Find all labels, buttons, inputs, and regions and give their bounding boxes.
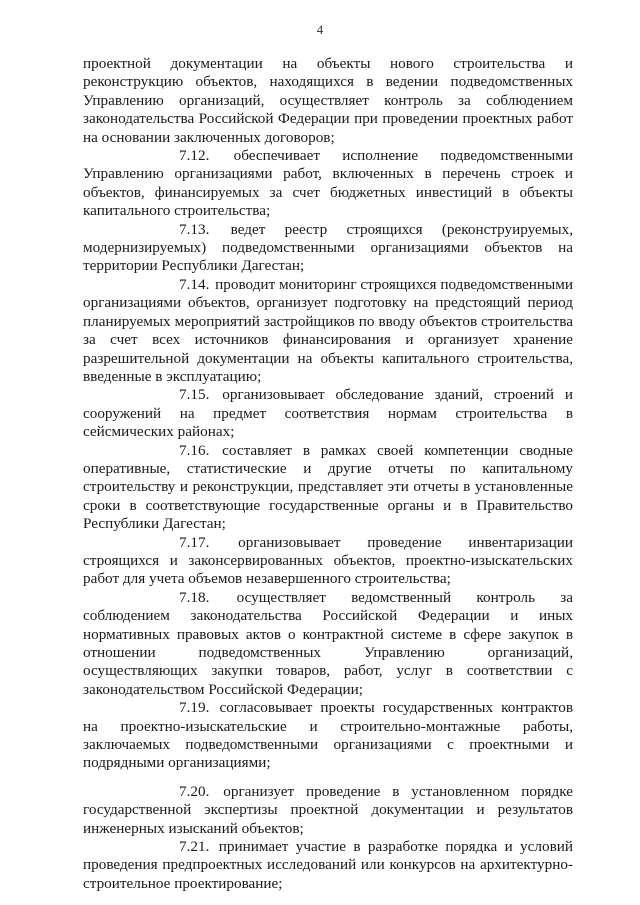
clause-number: 7.17. (179, 533, 210, 551)
clause-7-12 (83, 147, 573, 221)
clause-7-14 (83, 276, 573, 386)
page-number: 4 (316, 22, 324, 37)
clause-number: 7.13. (179, 220, 210, 238)
clause-number: 7.16. (179, 441, 210, 459)
clause-7-13 (83, 221, 573, 276)
clause-7-15 (83, 386, 573, 441)
clause-text: организовывает обследование зданий, строений и сооружений на предмет соответствия нормам строительства в сейсмических районах; (83, 386, 574, 441)
clause-number: 7.15. (179, 386, 210, 404)
clause-7-16 (83, 442, 573, 534)
clause-text: организовывает проведение инвентаризации строящихся и законсервированных объектов, проектно-изыскательских работ для учета объемов незавершенного строительства; (83, 533, 574, 588)
clause-number: 7.14. (179, 275, 210, 293)
document-body (83, 55, 573, 893)
clause-number: 7.18. (179, 588, 210, 606)
clause-7-21 (83, 838, 573, 893)
clause-7-20 (83, 783, 573, 838)
clause-7-18 (83, 589, 573, 699)
clause-text: организует проведение в установленном порядке государственной экспертизы проектной документации и результатов инженерных изысканий объектов; (83, 782, 574, 837)
clause-7-19 (83, 699, 573, 773)
paragraph-text: проектной документации на объекты нового строительства и реконструкцию объектов, находящихся в ведении подведомственных Управлению организаций, осуществляет контроль за соблюдением законодательства Российской Федерации при проведении проектных работ на основании заключенных договоров; (83, 55, 573, 146)
clause-text: принимает участие в разработке порядка и условий проведения предпроектных исследований или конкурсов на архитектурно-строительное проектирование; (83, 838, 573, 892)
clause-number: 7.21. (179, 838, 210, 856)
clause-7-17 (83, 534, 573, 589)
clause-text: обеспечивает исполнение подведомственными Управлению организациями работ, включенных в перечень строек и объектов, финансируемых за счет бюджетных инвестиций в объекты капитального строительства; (83, 147, 573, 220)
clause-text: проводит мониторинг строящихся подведомственными организациями объектов, организует подготовку на предстоящий период планируемых мероприятий застройщиков по вводу объектов строительства за счет всех источников финансирования и организует хранение разрешительной документации на объекты капитального строительства, введенные в эксплуатацию; (83, 275, 573, 385)
clause-number: 7.20. (179, 782, 210, 800)
clause-number: 7.19. (179, 699, 210, 717)
clause-text: согласовывает проекты государственных контрактов на проектно-изыскательские и строительно-монтажные работы, заключаемых подведомственными организациями с проектными и подрядными организациями; (83, 699, 574, 772)
paragraph-continuation (83, 55, 573, 147)
clause-text: осуществляет ведомственный контроль за соблюдением законодательства Российской Федерации и иных нормативных правовых актов о контрактной системе в сфере закупок в отношении подведомственных Управлению организаций, осуществляющих закупки товаров, работ, услуг в соответствии с законодательством Российской Федерации; (83, 588, 574, 698)
clause-text: составляет в рамках своей компетенции сводные оперативные, статистические и другие отчеты по капитальному строительству и реконструкции, представляет эти отчеты в установленные сроки в соответствующие государственные органы и в Правительство Республики Дагестан; (83, 441, 573, 533)
clause-text: ведет реестр строящихся (реконструируемых, модернизируемых) подведомственными организациями объектов на территории Республики Дагестан; (83, 220, 573, 275)
clause-number: 7.12. (179, 147, 210, 165)
